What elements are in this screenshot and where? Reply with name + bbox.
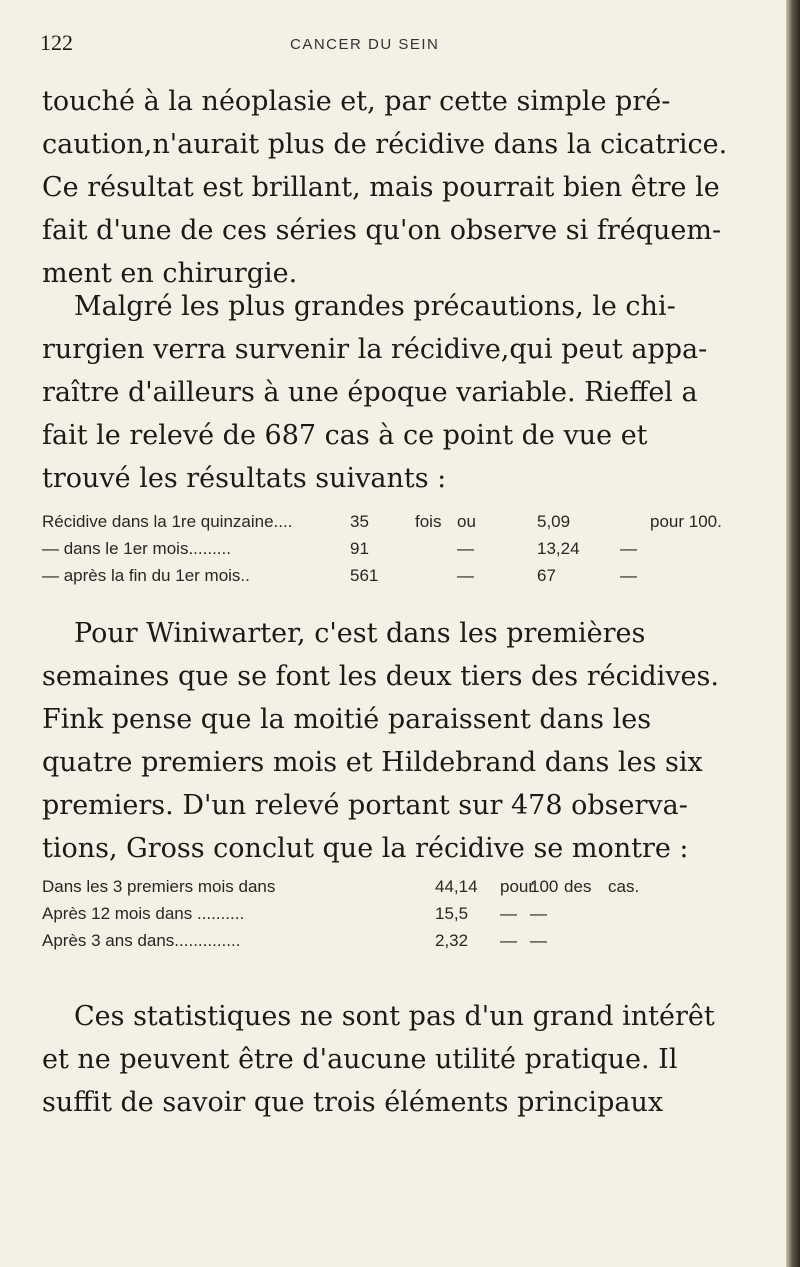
page-number: 122: [40, 30, 73, 55]
row-rate: 67: [537, 566, 556, 585]
paragraph-2: [42, 285, 752, 500]
row-ou: —: [457, 566, 474, 585]
text-line: Ces statistiques ne sont pas d'un grand intérêt: [74, 1001, 715, 1032]
row-per: pour 100.: [650, 512, 722, 531]
text-line: tions, Gross conclut que la récidive se montre :: [42, 833, 689, 864]
row-count: 35: [350, 512, 369, 531]
text-line: Fink pense que la moitié paraissent dans les: [42, 704, 652, 735]
row-label: Récidive dans la 1re quinzaine....: [42, 512, 293, 531]
text-line: trouvé les résultats suivants :: [42, 463, 447, 494]
row-label: Dans les 3 premiers mois dans: [42, 877, 276, 896]
table-row: [42, 535, 752, 562]
row-n: —: [530, 904, 547, 923]
page-header: [40, 30, 730, 62]
row-count: 561: [350, 566, 379, 585]
text-line: fait le relevé de 687 cas à ce point de vue et: [42, 420, 648, 451]
row-pour: —: [500, 904, 517, 923]
row-ou: —: [457, 539, 474, 558]
row-rate: 5,09: [537, 512, 571, 531]
row-label: Après 12 mois dans ..........: [42, 904, 245, 923]
text-line: et ne peuvent être d'aucune utilité pratique. Il: [42, 1044, 678, 1075]
row-pour: —: [500, 931, 517, 950]
recurrence-table-gross: [42, 873, 752, 954]
row-label: Après 3 ans dans..............: [42, 931, 241, 950]
text-line: Malgré les plus grandes précautions, le chi-: [74, 291, 676, 322]
row-fois: fois: [415, 512, 442, 531]
text-line: raître d'ailleurs à une époque variable. Rieffel a: [42, 377, 698, 408]
row-count: 91: [350, 539, 369, 558]
text-line: ment en chirurgie.: [42, 258, 298, 289]
table-row: [42, 508, 752, 535]
table-row: [42, 873, 752, 900]
row-dash: —: [620, 566, 637, 585]
recurrence-table-rieffel: [42, 508, 752, 589]
row-label: — après la fin du 1er mois..: [42, 566, 250, 585]
text-line: rurgien verra survenir la récidive,qui peut appa-: [42, 334, 708, 365]
row-ou: ou: [457, 512, 476, 531]
paragraph-4: [42, 995, 752, 1124]
text-line: Ce résultat est brillant, mais pourrait bien être le: [42, 172, 720, 203]
text-line: Pour Winiwarter, c'est dans les premières: [74, 618, 646, 649]
text-line: touché à la néoplasie et, par cette simple pré-: [42, 86, 671, 117]
row-n: —: [530, 931, 547, 950]
row-dash: —: [620, 539, 637, 558]
row-value: 44,14: [435, 877, 478, 896]
paragraph-3: [42, 612, 752, 870]
row-pour: pour: [500, 877, 535, 896]
text-line: semaines que se font les deux tiers des récidives.: [42, 661, 719, 692]
row-value: 15,5: [435, 904, 469, 923]
running-head: CANCER DU SEIN: [290, 36, 440, 53]
row-rate: 13,24: [537, 539, 580, 558]
table-row: [42, 900, 752, 927]
binding-edge: [786, 0, 800, 1267]
text-line: premiers. D'un relevé portant sur 478 observa-: [42, 790, 688, 821]
row-label: — dans le 1er mois.........: [42, 539, 231, 558]
table-row: [42, 562, 752, 589]
row-value: 2,32: [435, 931, 469, 950]
text-line: fait d'une de ces séries qu'on observe si fréquem-: [42, 215, 722, 246]
text-line: caution,n'aurait plus de récidive dans la cicatrice.: [42, 129, 728, 160]
row-cas: cas.: [608, 877, 640, 896]
paragraph-1: [42, 80, 752, 295]
table-row: [42, 927, 752, 954]
row-des: des: [564, 877, 592, 896]
text-line: suffit de savoir que trois éléments principaux: [42, 1087, 664, 1118]
row-n: 100: [530, 877, 559, 896]
text-line: quatre premiers mois et Hildebrand dans les six: [42, 747, 703, 778]
